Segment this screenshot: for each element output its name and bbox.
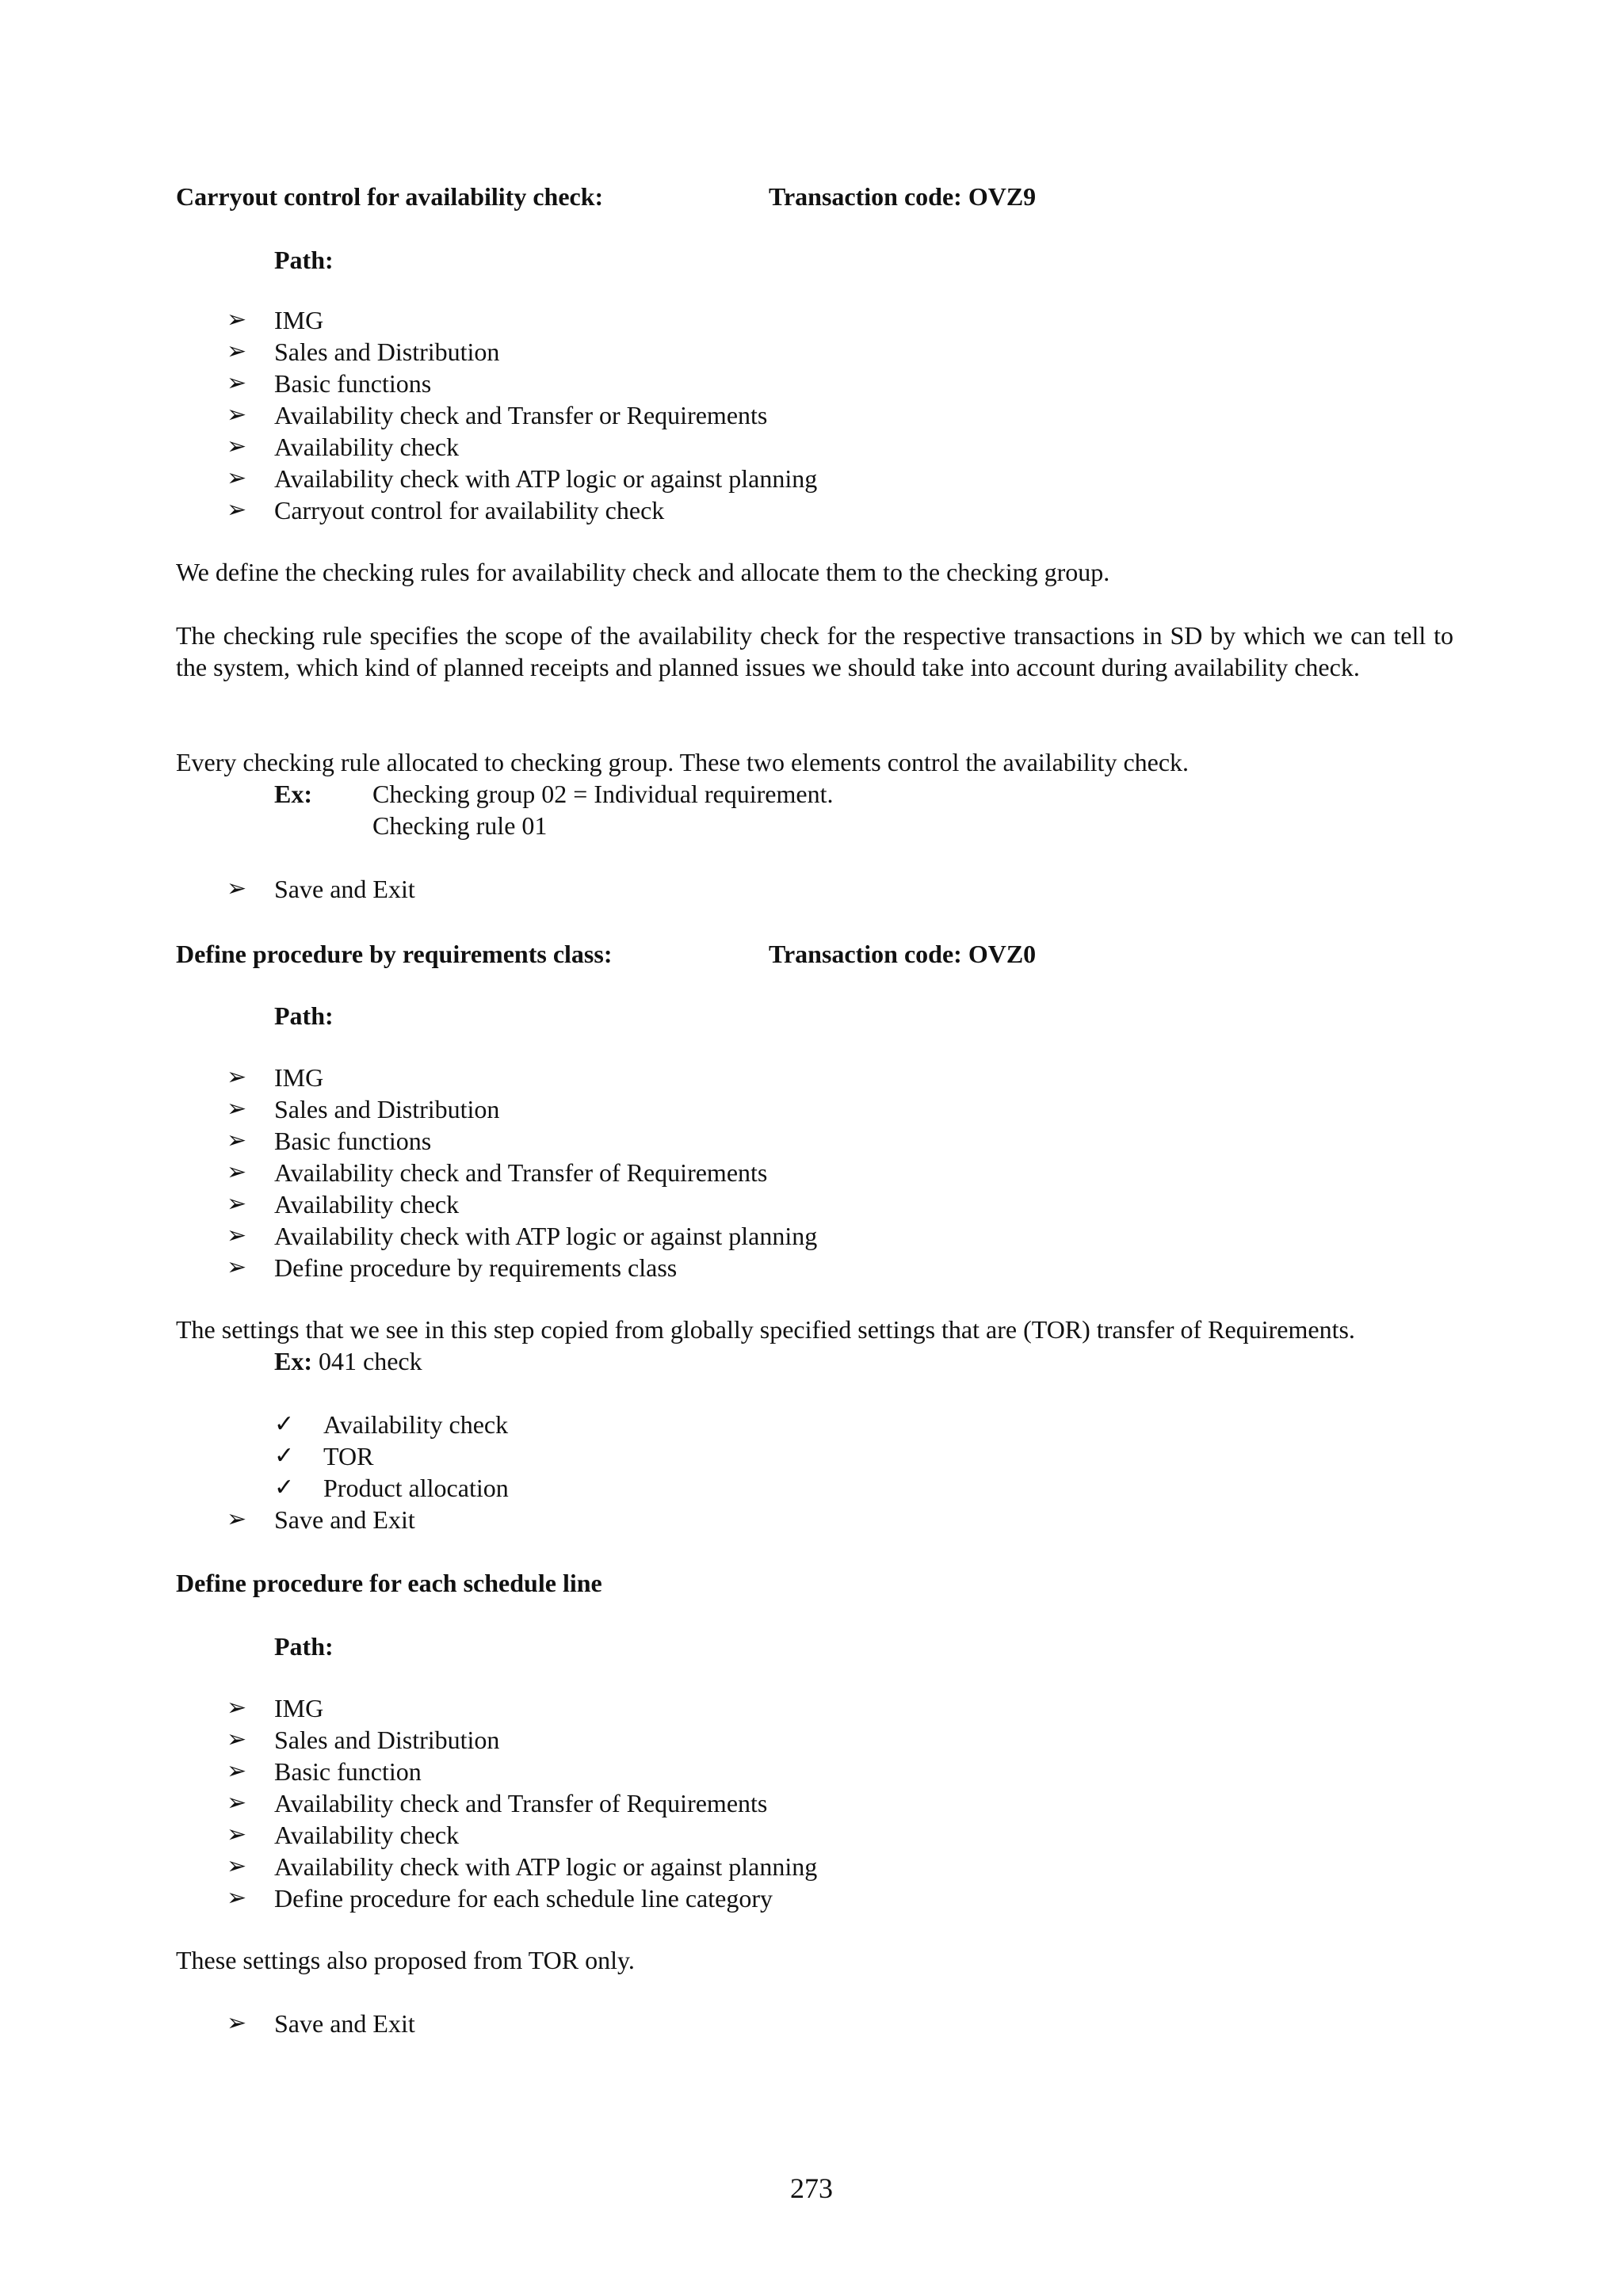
path-item: ➢ Availability check with ATP logic or against planning [227,1222,818,1250]
arrowhead-bullet-icon: ➢ [227,338,247,365]
arrowhead-bullet-icon: ➢ [227,401,247,429]
arrowhead-bullet-icon: ➢ [227,433,247,460]
path-item: ➢ Sales and Distribution [227,338,500,366]
path-item: ➢ Availability check and Transfer of Requirements [227,1789,768,1817]
body-paragraph: The settings that we see in this step copied from globally specified settings that are (TOR) transfer of Requirements. [176,1315,1355,1344]
arrowhead-bullet-icon: ➢ [227,1694,247,1722]
path-item: ➢ Availability check [227,1190,460,1219]
path-item: ➢ Define procedure for each schedule line category [227,1884,773,1913]
action-item: ➢ Save and Exit [227,875,415,903]
path-item: ➢ IMG [227,1063,324,1092]
action-list [227,873,415,905]
checkmark-icon: ✓ [274,1474,295,1501]
arrowhead-bullet-icon: ➢ [227,1789,247,1817]
transaction-code: Transaction code: OVZ0 [769,940,1037,968]
action-list [227,2008,415,2039]
arrowhead-bullet-icon: ➢ [227,369,247,397]
path-label: Path: [274,1632,334,1661]
checkmark-icon: ✓ [274,1410,295,1438]
page-number: 273 [790,2172,833,2204]
body-paragraph: We define the checking rules for availability check and allocate them to the checking group. [176,558,1110,586]
path-item: ➢ Sales and Distribution [227,1095,500,1123]
arrowhead-bullet-icon: ➢ [227,1884,247,1912]
example-text: 041 check [312,1347,422,1375]
path-item: ➢ Basic functions [227,1127,432,1155]
arrowhead-bullet-icon: ➢ [227,1095,247,1123]
arrowhead-bullet-icon: ➢ [227,875,247,902]
body-paragraph: The checking rule specifies the scope of the availability check for the respective transactions in SD by which we can tell to the system, which kind of planned receipts and planned issues we should take into account during availability check. [176,621,1453,681]
action-item: ➢ Save and Exit [227,1505,415,1534]
arrowhead-bullet-icon: ➢ [227,1821,247,1848]
checked-option: ✓ TOR [274,1442,374,1470]
path-item: ➢ Sales and Distribution [227,1726,500,1754]
path-item: ➢ Basic function [227,1757,422,1786]
body-paragraph: These settings also proposed from TOR only. [176,1946,635,1974]
path-list [227,304,817,526]
example-label: Ex: [274,780,312,808]
arrowhead-bullet-icon: ➢ [227,1127,247,1154]
path-item: ➢ Availability check [227,433,460,461]
path-item: ➢ Availability check with ATP logic or against planning [227,1852,818,1881]
arrowhead-bullet-icon: ➢ [227,1253,247,1281]
path-item: ➢ IMG [227,306,324,334]
path-label: Path: [274,1001,334,1030]
path-item: ➢ Carryout control for availability check [227,496,665,524]
arrowhead-bullet-icon: ➢ [227,1190,247,1218]
path-list [227,1692,817,1914]
checkmark-icon: ✓ [274,1442,295,1470]
body-paragraph: Every checking rule allocated to checking group. These two elements control the availability check. [176,748,1190,776]
arrowhead-bullet-icon: ➢ [227,1726,247,1753]
arrowhead-bullet-icon: ➢ [227,1222,247,1249]
arrowhead-bullet-icon: ➢ [227,1852,247,1880]
section-heading: Define procedure by requirements class: [176,940,613,968]
path-label: Path: [274,246,334,274]
path-item: ➢ Availability check and Transfer of Requirements [227,1158,768,1187]
arrowhead-bullet-icon: ➢ [227,496,247,524]
section-heading: Define procedure for each schedule line [176,1569,602,1597]
arrowhead-bullet-icon: ➢ [227,1505,247,1533]
example-line [274,1345,422,1377]
action-item: ➢ Save and Exit [227,2009,415,2038]
arrowhead-bullet-icon: ➢ [227,2009,247,2037]
path-list [227,1062,817,1283]
transaction-code: Transaction code: OVZ9 [769,182,1037,211]
arrowhead-bullet-icon: ➢ [227,1757,247,1785]
path-item: ➢ Define procedure by requirements class [227,1253,678,1282]
example-label: Ex: [274,1347,312,1375]
example-line: Checking group 02 = Individual requirement. [372,780,834,808]
path-item: ➢ Availability check [227,1821,460,1849]
path-item: ➢ Availability check with ATP logic or against planning [227,464,818,493]
action-list [227,1504,415,1535]
arrowhead-bullet-icon: ➢ [227,464,247,492]
path-item: ➢ Basic functions [227,369,432,398]
checked-option: ✓ Availability check [274,1410,509,1439]
arrowhead-bullet-icon: ➢ [227,1158,247,1186]
arrowhead-bullet-icon: ➢ [227,1063,247,1091]
arrowhead-bullet-icon: ➢ [227,306,247,334]
path-item: ➢ IMG [227,1694,324,1722]
path-item: ➢ Availability check and Transfer or Requirements [227,401,768,429]
checked-options-list [274,1409,509,1504]
section-heading: Carryout control for availability check: [176,182,604,211]
checked-option: ✓ Product allocation [274,1474,509,1502]
example-line: Checking rule 01 [372,811,548,840]
